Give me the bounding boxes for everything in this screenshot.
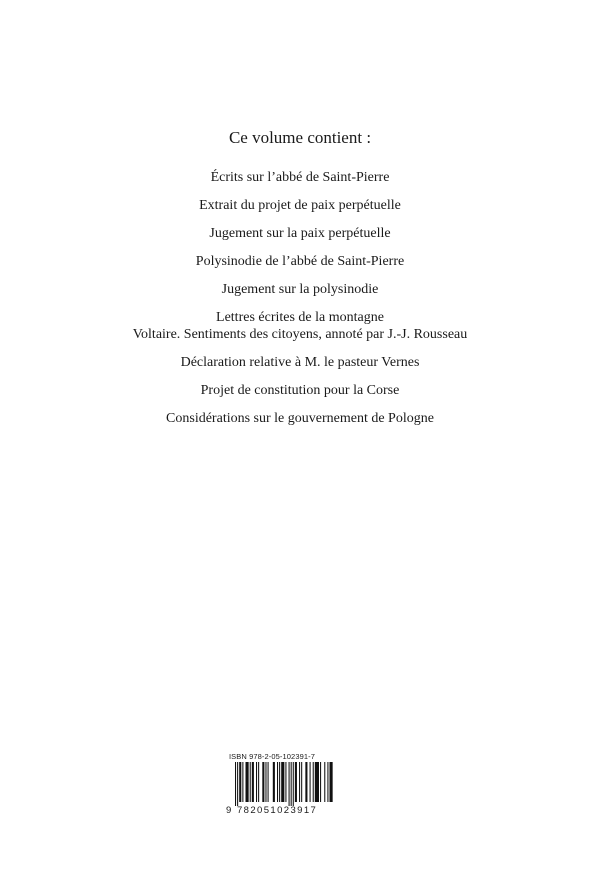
barcode-first-digit: 9 (226, 805, 232, 816)
contents-entry-5: Jugement sur la polysinodie (221, 282, 379, 297)
barcode-bar (265, 762, 266, 802)
barcode-bars (226, 762, 336, 806)
barcode-bar (268, 762, 269, 802)
barcode-bar (293, 762, 294, 806)
barcode-bar (273, 762, 275, 802)
barcode-bar (289, 762, 290, 806)
barcode-bar (246, 762, 249, 802)
barcode-bar (327, 762, 328, 802)
contents-entry-7: Voltaire. Sentiments des citoyens, annoté par J.-J. Rousseau (132, 327, 468, 342)
barcode-bar (239, 762, 241, 802)
barcode-bar (256, 762, 257, 802)
isbn-barcode (226, 752, 336, 814)
contents-heading: Ce volume contient : (228, 128, 372, 147)
barcode-bar (324, 762, 325, 802)
barcode-bar (277, 762, 278, 802)
barcode-bar (252, 762, 254, 802)
barcode-bar (285, 762, 286, 802)
barcode-bar (315, 762, 319, 802)
barcode-bar (258, 762, 259, 802)
barcode-bar (250, 762, 251, 802)
contents-entry-6: Lettres écrites de la montagne (216, 310, 384, 325)
contents-entry-4: Polysinodie de l’abbé de Saint-Pierre (195, 254, 405, 269)
barcode-bar (301, 762, 302, 802)
barcode-bar (279, 762, 280, 802)
isbn-label: ISBN 978-2-05-102391-7 (229, 752, 316, 761)
barcode-remaining-digits: 782051023917 (237, 805, 318, 816)
barcode-bar (237, 762, 238, 806)
contents-entry-10: Considérations sur le gouvernement de Pologne (166, 411, 434, 426)
barcode-bar (235, 762, 236, 806)
barcode-bar (281, 762, 284, 802)
barcode-bar (313, 762, 314, 802)
barcode-bar (310, 762, 311, 802)
barcode-bar (320, 762, 321, 802)
contents-entry-9: Projet de constitution pour la Corse (200, 383, 400, 398)
barcode-bar (295, 762, 297, 802)
contents-entry-8: Déclaration relative à M. le pasteur Vernes (180, 355, 420, 370)
barcode-bar (262, 762, 264, 802)
barcode-bar (291, 762, 292, 806)
contents-entry-2: Extrait du projet de paix perpétuelle (199, 198, 401, 213)
barcode-bar (242, 762, 243, 802)
barcode-bar (305, 762, 307, 802)
contents-entry-3: Jugement sur la paix perpétuelle (209, 226, 391, 241)
barcode-bar (330, 762, 333, 802)
barcode-bar (299, 762, 300, 802)
contents-entry-1: Écrits sur l’abbé de Saint-Pierre (210, 170, 390, 185)
